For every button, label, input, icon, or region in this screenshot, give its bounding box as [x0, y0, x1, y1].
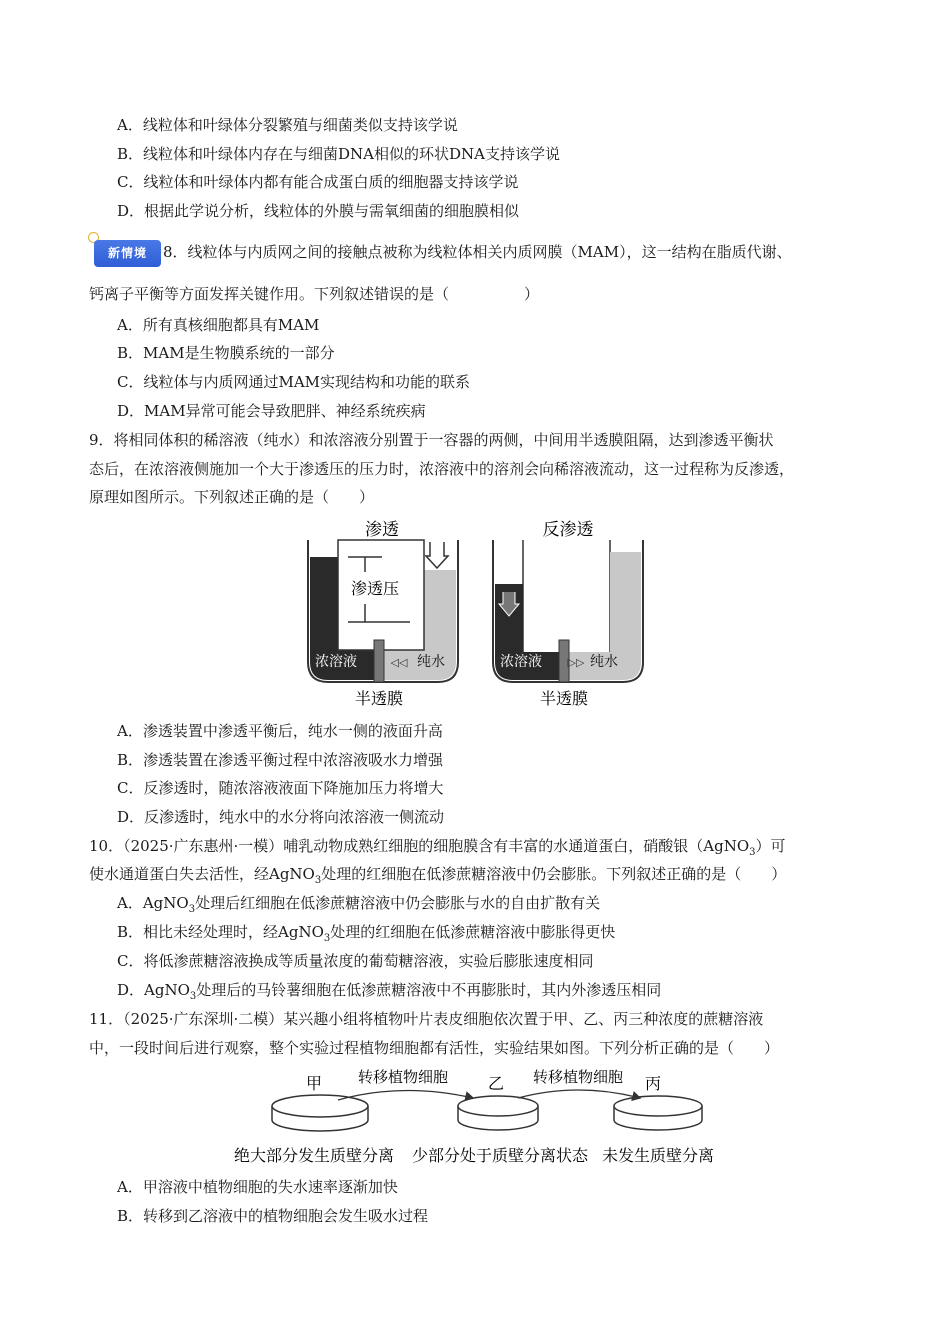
q10-stem-line1: 10．（2025·广东惠州·一模）哺乳动物成熟红细胞的细胞膜含有丰富的水通道蛋白，硝酸银（AgNO$_3$）可 — [89, 837, 786, 858]
osmosis-figure — [300, 512, 650, 712]
q8-option-a: A．所有真核细胞都具有MAM — [117, 316, 320, 334]
osmosis-membrane — [374, 640, 384, 682]
dish-jia — [272, 1095, 368, 1131]
transfer-label-2: 转移植物细胞 — [532, 1068, 624, 1086]
osmosis-title: 渗透 — [365, 520, 399, 540]
q8-option-d: D．MAM异常可能会导致肥胖、神经系统疾病 — [117, 402, 426, 420]
q11-stem-line1: 11．（2025·广东深圳·二模）某兴趣小组将植物叶片表皮细胞依次置于甲、乙、丙三种浓度的蔗糖溶液 — [89, 1010, 764, 1028]
result-yi: 少部分处于质壁分离状态 — [411, 1146, 589, 1165]
reverse-membrane-label: 半透膜 — [539, 689, 589, 708]
osmosis-arrows: ◁◁ — [390, 656, 408, 669]
q10-option-a: A．AgNO$_3$处理后红细胞在低渗蔗糖溶液中仍会膨胀与水的自由扩散有关 — [117, 894, 601, 915]
down-arrow-icon — [426, 542, 448, 568]
q8-stem-line2: 钙离子平衡等方面发挥关键作用。下列叙述错误的是（ ） — [89, 285, 540, 303]
q9-stem-line2: 态后，在浓溶液侧施加一个大于渗透压的压力时，浓溶液中的溶剂会向稀溶液流动，这一过程称为反渗透， — [89, 460, 795, 478]
reverse-osmosis-title: 反渗透 — [542, 520, 594, 540]
dish-label-jia: 甲 — [305, 1074, 323, 1093]
q7-option-d: D．根据此学说分析，线粒体的外膜与需氧细菌的细胞膜相似 — [117, 202, 520, 220]
q9-stem-line1: 9．将相同体积的稀溶液（纯水）和浓溶液分别置于一容器的两侧，中间用半透膜阻隔，达到渗透平衡状 — [89, 431, 774, 449]
q9-option-c: C．反渗透时，随浓溶液液面下降施加压力将增大 — [117, 779, 444, 797]
q10-stem-line2: 使水通道蛋白失去活性，经AgNO$_3$处理的红细胞在低渗蔗糖溶液中仍会膨胀。下列叙述正确的是（ ） — [89, 865, 787, 886]
osmosis-water-label: 纯水 — [417, 654, 445, 670]
dish-label-bing: 丙 — [644, 1074, 662, 1093]
result-jia: 绝大部分发生质壁分离 — [233, 1146, 395, 1165]
plasmolysis-figure — [228, 1062, 728, 1172]
q8-option-c: C．线粒体与内质网通过MAM实现结构和功能的联系 — [117, 373, 471, 391]
transfer-arrow-2 — [518, 1090, 640, 1098]
dish-bing — [614, 1096, 702, 1130]
q9-option-a: A．渗透装置中渗透平衡后，纯水一侧的液面升高 — [117, 722, 443, 740]
reverse-arrows: ▷▷ — [567, 656, 585, 669]
q9-option-b: B．渗透装置在渗透平衡过程中浓溶液吸水力增强 — [117, 751, 444, 769]
new-context-badge: 新情境 — [94, 240, 161, 267]
result-bing: 未发生质壁分离 — [601, 1146, 715, 1165]
q10-option-d: D．AgNO$_3$处理后的马铃薯细胞在低渗蔗糖溶液中不再膨胀时，其内外渗透压相同 — [117, 981, 662, 1002]
q10-option-b: B．相比未经处理时，经AgNO$_3$处理的红细胞在低渗蔗糖溶液中膨胀得更快 — [117, 923, 616, 944]
q8-option-b: B．MAM是生物膜系统的一部分 — [117, 344, 335, 362]
q7-option-c: C．线粒体和叶绿体内都有能合成蛋白质的细胞器支持该学说 — [117, 173, 519, 191]
q7-option-a: A．线粒体和叶绿体分裂繁殖与细菌类似支持该学说 — [117, 116, 458, 134]
q9-option-d: D．反渗透时，纯水中的水分将向浓溶液一侧流动 — [117, 808, 445, 826]
q8-stem-line1: 8．线粒体与内质网之间的接触点被称为线粒体相关内质网膜（MAM），这一结构在脂质代谢、 — [163, 243, 792, 261]
reverse-water-label: 纯水 — [590, 654, 618, 670]
transfer-label-1: 转移植物细胞 — [357, 1068, 449, 1086]
osmosis-membrane-label: 半透膜 — [354, 689, 404, 708]
q11-option-b: B．转移到乙溶液中的植物细胞会发生吸水过程 — [117, 1207, 429, 1225]
osmosis-conc-label: 浓溶液 — [315, 654, 357, 670]
dish-label-yi: 乙 — [487, 1074, 505, 1093]
reverse-conc-label: 浓溶液 — [500, 654, 542, 670]
osmotic-pressure-label: 渗透压 — [350, 579, 400, 598]
q9-stem-line3: 原理如图所示。下列叙述正确的是（ ） — [89, 488, 375, 506]
q11-option-a: A．甲溶液中植物细胞的失水速率逐渐加快 — [117, 1178, 398, 1196]
q7-option-b: B．线粒体和叶绿体内存在与细菌DNA相似的环状DNA支持该学说 — [117, 145, 560, 163]
dish-yi — [458, 1096, 538, 1130]
q10-option-c: C．将低渗蔗糖溶液换成等质量浓度的葡萄糖溶液，实验后膨胀速度相同 — [117, 952, 594, 970]
q11-stem-line2: 中，一段时间后进行观察，整个实验过程植物细胞都有活性，实验结果如图。下列分析正确的是（ ） — [89, 1039, 780, 1057]
